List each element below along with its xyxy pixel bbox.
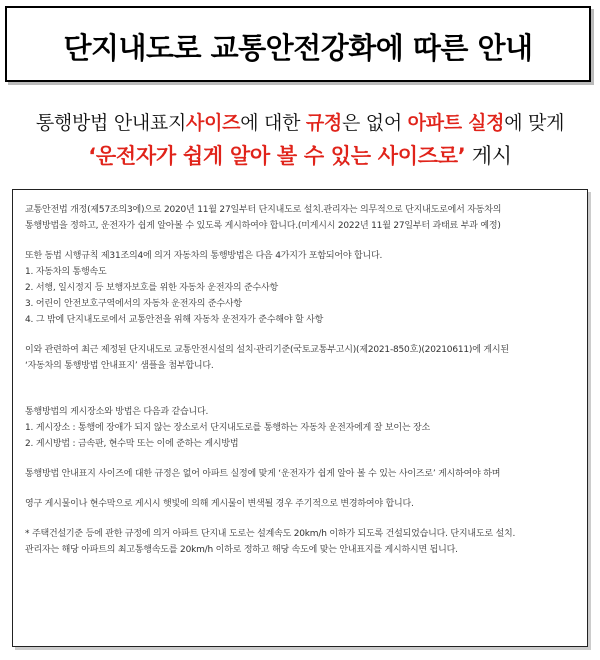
notice-list-item: 3. 어린이 안전보호구역에서의 자동차 운전자의 준수사항: [25, 299, 242, 309]
notice-list-item: 1. 자동차의 통행속도: [25, 267, 107, 277]
notice-list-item: 1. 게시장소 : 통행에 장애가 되지 않는 장소로서 단지내도로를 통행하는 자동차 운전자에게 잘 보이는 장소: [25, 423, 431, 433]
subtitle-highlight-size: 사이즈: [186, 112, 241, 134]
notice-line: 통행방법의 게시장소와 방법은 다음과 같습니다.: [25, 407, 209, 417]
subtitle-highlight-quote: ‘운전자가 쉽게 알아 볼 수 있는 사이즈로’: [88, 144, 466, 168]
subtitle-text: 은 없어: [341, 112, 408, 134]
subtitle-text: 에 맞게: [504, 112, 565, 134]
notice-list-item: 2. 서행, 일시정지 등 보행자보호를 위한 자동차 운전자의 준수사항: [25, 283, 278, 293]
notice-line: 교통안전법 개정(제57조의3에)으로 2020년 11월 27일부터 단지내도로 설치.관리자는 의무적으로 단지내도로에서 자동차의: [25, 205, 502, 215]
title-box: [5, 6, 591, 82]
subtitle-text: 에 대한: [240, 112, 306, 134]
notice-line: 또한 동법 시행규칙 제31조의4에 의거 자동차의 통행방법은 다음 4가지가 포함되어야 합니다.: [25, 251, 383, 261]
subtitle-text: 통행방법 안내표지: [35, 112, 187, 134]
notice-footnote: * 주택건설기준 등에 관한 규정에 의거 아파트 단지내 도로는 설계속도 20km/h 이하가 되도록 건설되었습니다. 단지내도로 설치.: [25, 529, 516, 539]
notice-list-item: 4. 그 밖에 단지내도로에서 교통안전을 위해 자동차 운전자가 준수해야 할 사항: [25, 315, 324, 325]
subtitle-line-1: [0, 108, 600, 135]
subtitle-text: 게시: [465, 144, 512, 168]
notice-line: 통행방법을 정하고, 운전자가 쉽게 알아볼 수 있도록 게시하여야 합니다.(미게시시 2022년 11월 27일부터 과태료 부과 예정): [25, 221, 501, 231]
notice-line: 통행방법 안내표지 사이즈에 대한 규정은 없어 아파트 실정에 맞게 ‘운전자가 쉽게 알아 볼 수 있는 사이즈로’ 게시하여야 하며: [25, 469, 501, 479]
notice-line: 이와 관련하여 최근 제정된 단지내도로 교통안전시설의 설치·관리기준(국토교통부고시)(제2021-850호)(20210611)에 게시된: [25, 345, 509, 355]
subtitle-line-2: [0, 140, 600, 170]
notice-line: ‘자동차의 통행방법 안내표지’ 샘플을 첨부합니다.: [25, 361, 214, 371]
notice-footnote: 관리자는 해당 아파트의 최고통행속도를 20km/h 이하로 정하고 해당 속도에 맞는 안내표지를 게시하시면 됩니다.: [25, 545, 458, 555]
subtitle-highlight-rule: 규정: [305, 112, 342, 134]
page-title: 단지내도로 교통안전강화에 따른 안내: [63, 31, 533, 65]
notice-list-item: 2. 게시방법 : 금속판, 현수막 또는 이에 준하는 게시방법: [25, 439, 239, 449]
subtitle-highlight-apartment: 아파트 실정: [407, 112, 505, 134]
notice-line: 영구 게시물이나 현수막으로 게시시 햇빛에 의해 게시물이 변색될 경우 주기적으로 변경하여야 합니다.: [25, 499, 414, 509]
notice-box: [12, 189, 588, 647]
